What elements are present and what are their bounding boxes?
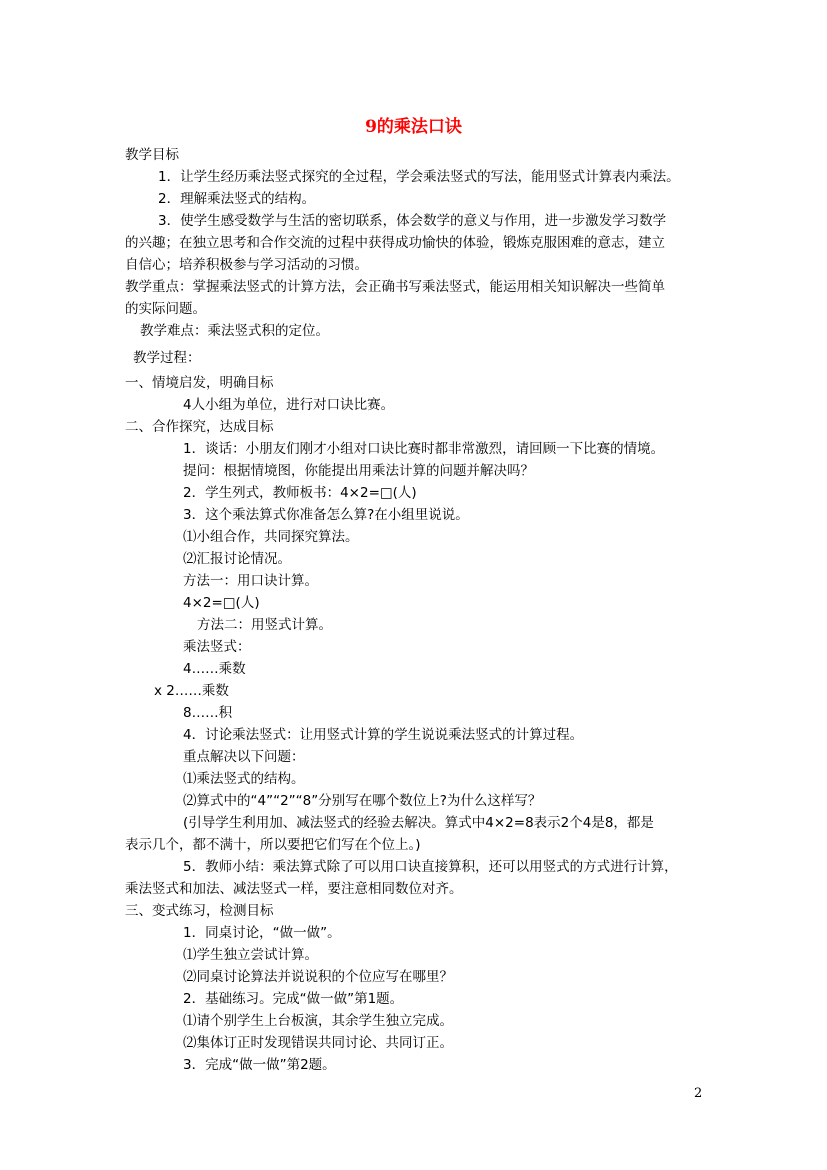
- text-line: 3．使学生感受数学与生活的密切联系，体会数学的意义与作用，进一步激发学习数学: [158, 213, 667, 229]
- text-line: 方法一：用口诀计算。: [183, 573, 318, 589]
- text-line: 自信心；培养积极参与学习活动的习惯。: [125, 257, 368, 273]
- section-heading: 三、变式练习，检测目标: [125, 903, 274, 919]
- text-line: 1．同桌讨论，“做一做”。: [183, 925, 341, 941]
- text-line: ⑴请个别学生上台板演，其余学生独立完成。: [183, 1013, 453, 1029]
- text-line: 4．讨论乘法竖式：让用竖式计算的学生说说乘法竖式的计算过程。: [183, 727, 584, 743]
- text-line: 教学难点：乘法竖式积的定位。: [140, 323, 329, 339]
- text-line: 乘法竖式：: [183, 639, 251, 655]
- text-line: 表示几个，都不满十，所以要把它们写在个位上。): [125, 837, 421, 853]
- text-line: ⑵汇报讨论情况。: [183, 551, 291, 567]
- text-line: 的实际问题。: [125, 301, 206, 317]
- text-line: 乘法竖式和加法、减法竖式一样，要注意相同数位对齐。: [125, 881, 463, 897]
- text-line: (引导学生利用加、减法竖式的经验去解决。算式中4×2=8表示2个4是8，都是: [183, 815, 654, 831]
- text-line: 重点解决以下问题：: [183, 749, 305, 765]
- text-line: 的兴趣；在独立思考和合作交流的过程中获得成功愉快的体验，锻炼克服困难的意志，建立: [125, 235, 665, 251]
- text-line: 教学过程：: [133, 350, 201, 366]
- text-line: 3．完成“做一做”第2题。: [183, 1057, 336, 1073]
- text-line: 2．学生列式，教师板书：4×2=□(人): [183, 485, 417, 501]
- text-line: ⑵算式中的“4”“2”“8”分别写在哪个数位上?为什么这样写？: [183, 793, 542, 809]
- page-number: 2: [694, 1086, 703, 1101]
- text-line: ⑴学生独立尝试计算。: [183, 947, 318, 963]
- text-line: 提问：根据情境图，你能提出用乘法计算的问题并解决吗？: [183, 463, 534, 479]
- text-line: 教学目标: [125, 147, 179, 163]
- text-line: ⑴小组合作，共同探究算法。: [183, 529, 359, 545]
- text-line: 4×2=□(人): [183, 595, 260, 611]
- document-title: 9的乘法口诀: [365, 117, 462, 137]
- text-line: 1．谈话：小朋友们刚才小组对口诀比赛时都非常激烈，请回顾一下比赛的情境。: [183, 441, 665, 457]
- text-line: 3．这个乘法算式你准备怎么算?在小组里说说。: [183, 507, 469, 523]
- text-line: x 2……乘数: [154, 683, 229, 699]
- text-line: 5．教师小结：乘法算式除了可以用口诀直接算积，还可以用竖式的方式进行计算，: [183, 859, 678, 875]
- text-line: 2．基础练习。完成“做一做”第1题。: [183, 991, 404, 1007]
- text-line: 4人小组为单位，进行对口诀比赛。: [183, 397, 395, 413]
- section-heading: 二、合作探究，达成目标: [125, 419, 274, 435]
- text-line: 1．让学生经历乘法竖式探究的全过程，学会乘法竖式的写法，能用竖式计算表内乘法。: [158, 169, 680, 185]
- text-line: 方法二：用竖式计算。: [197, 617, 332, 633]
- text-line: 教学重点：掌握乘法竖式的计算方法，会正确书写乘法竖式，能运用相关知识解决一些简单: [125, 279, 665, 295]
- text-line: ⑴乘法竖式的结构。: [183, 771, 305, 787]
- section-heading: 一、情境启发，明确目标: [125, 375, 274, 391]
- text-line: 2．理解乘法竖式的结构。: [158, 191, 316, 207]
- text-line: ⑵集体订正时发现错误共同讨论、共同订正。: [183, 1035, 453, 1051]
- text-line: 4……乘数: [183, 661, 246, 677]
- text-line: ⑵同桌讨论算法并说说积的个位应写在哪里？: [183, 969, 453, 985]
- text-line: 8……积: [183, 705, 233, 721]
